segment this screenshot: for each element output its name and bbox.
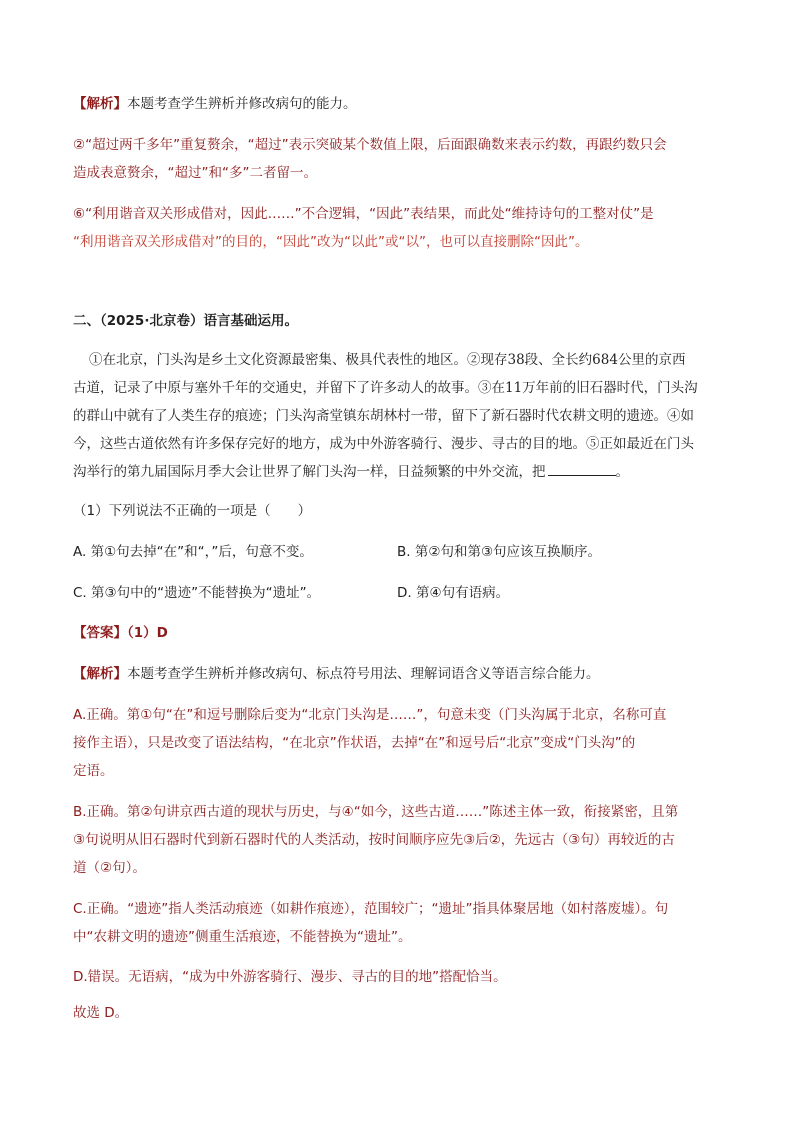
passage-line-5	[73, 458, 723, 486]
passage-end-mark: 。	[615, 464, 629, 480]
analysis-2-line	[73, 660, 723, 688]
explanation-a-line-3: 定语。	[73, 763, 114, 779]
conclusion-text: 故选 D。	[73, 1005, 129, 1021]
explanation-c-line-2: 中“农耕文明的遗迹”侧重生活痕迹，不能替换为“遗址”。	[73, 929, 412, 945]
explanation-b-line-3: 道（②句）。	[73, 860, 146, 876]
passage-line-3: 的群山中就有了人类生存的痕迹；门头沟斋堂镇东胡林村一带，留下了新石器时代农耕文明的遗迹。④如	[73, 408, 694, 424]
option-d[interactable]: D. 第④句有语病。	[397, 585, 510, 601]
analysis-item-2	[73, 131, 723, 187]
reading-passage	[73, 346, 723, 486]
section-heading-text: 二、（2025·北京卷）语言基础运用。	[73, 313, 298, 329]
explanation-c	[73, 895, 723, 951]
analysis-item-6	[73, 200, 723, 256]
section-2-heading	[73, 307, 723, 335]
explanation-d-line: D.错误。无语病，“成为中外游客骑行、漫步、寻古的目的地”搭配恰当。	[73, 969, 507, 985]
explanation-a	[73, 701, 723, 785]
explanation-a-line-2: 接作主语），只是改变了语法结构，“在北京”作状语，去掉“在”和逗号后“北京”变成“门头沟”的	[73, 735, 636, 751]
analysis-block-1	[73, 90, 723, 118]
explanation-b-line-1: B.正确。第②句讲京西古道的现状与历史，与④“如今，这些古道……”陈述主体一致，衔接紧密，且第	[73, 804, 679, 820]
analysis-label: 【解析】	[73, 96, 127, 112]
option-c[interactable]: C. 第③句中的“遗迹”不能替换为“遗址”。	[73, 585, 321, 601]
fill-in-blank[interactable]	[548, 463, 616, 476]
question-1	[73, 497, 723, 525]
explanation-c-line-1: C.正确。“遗迹”指人类活动痕迹（如耕作痕迹），范围较广；“遗址”指具体聚居地（如村落废墟）。句	[73, 901, 669, 917]
answer-line	[73, 619, 723, 647]
option-a[interactable]: A. 第①句去掉“在”和“，”后，句意不变。	[73, 544, 313, 560]
analysis-item-2-line-2: 造成表意赘余，“超过”和“多”二者留一。	[73, 165, 317, 181]
answer-label: 【答案】	[73, 625, 127, 641]
explanation-d	[73, 963, 723, 991]
analysis-item-6-line-2: “利用谐音双关形成借对”的目的，“因此”改为“以此”或“以”，也可以直接删除“因此”。	[73, 234, 589, 250]
options-row-1	[73, 538, 723, 566]
answer-block	[73, 619, 723, 647]
analysis-2-label: 【解析】	[73, 666, 127, 682]
passage-line-4: 今，这些古道依然有许多保存完好的地方，成为中外游客骑行、漫步、寻古的目的地。⑤正如最近在门头	[73, 436, 694, 452]
passage-line-2: 古道，记录了中原与塞外千年的交通史，并留下了许多动人的故事。③在11万年前的旧石器时代，门头沟	[73, 380, 698, 396]
analysis-item-2-line-1: ②“超过两千多年”重复赘余，“超过”表示突破某个数值上限，后面跟确数来表示约数，再跟约数只会	[73, 137, 667, 153]
analysis-text: 本题考查学生辨析并修改病句的能力。	[127, 96, 357, 112]
analysis-item-6-line-1: ⑥“利用谐音双关形成借对，因此……”不合逻辑，“因此”表结果，而此处“维持诗句的工整对仗”是	[73, 206, 654, 222]
question-text: （1）下列说法不正确的一项是（ ）	[73, 503, 312, 519]
passage-line-1: ①在北京，门头沟是乡土文化资源最密集、极具代表性的地区。②现存38段、全长约684公里的京西	[89, 352, 686, 368]
answer-value: （1）D	[127, 625, 168, 641]
passage-line-5-text: 沟举行的第九届国际月季大会让世界了解门头沟一样，日益频繁的中外交流，把	[73, 464, 546, 480]
analysis-heading-line	[73, 90, 723, 118]
options-row-2	[73, 579, 723, 607]
explanation-b	[73, 798, 723, 882]
analysis-2-text: 本题考查学生辨析并修改病句、标点符号用法、理解词语含义等语言综合能力。	[127, 666, 600, 682]
analysis-block-2	[73, 660, 723, 688]
explanation-a-line-1: A.正确。第①句“在”和逗号删除后变为“北京门头沟是……”，句意未变（门头沟属于北京，名称可直	[73, 707, 667, 723]
conclusion	[73, 999, 723, 1027]
option-b[interactable]: B. 第②句和第③句应该互换顺序。	[397, 544, 602, 560]
explanation-b-line-2: ③句说明从旧石器时代到新石器时代的人类活动，按时间顺序应先③后②，先远古（③句）再较近的古	[73, 832, 675, 848]
